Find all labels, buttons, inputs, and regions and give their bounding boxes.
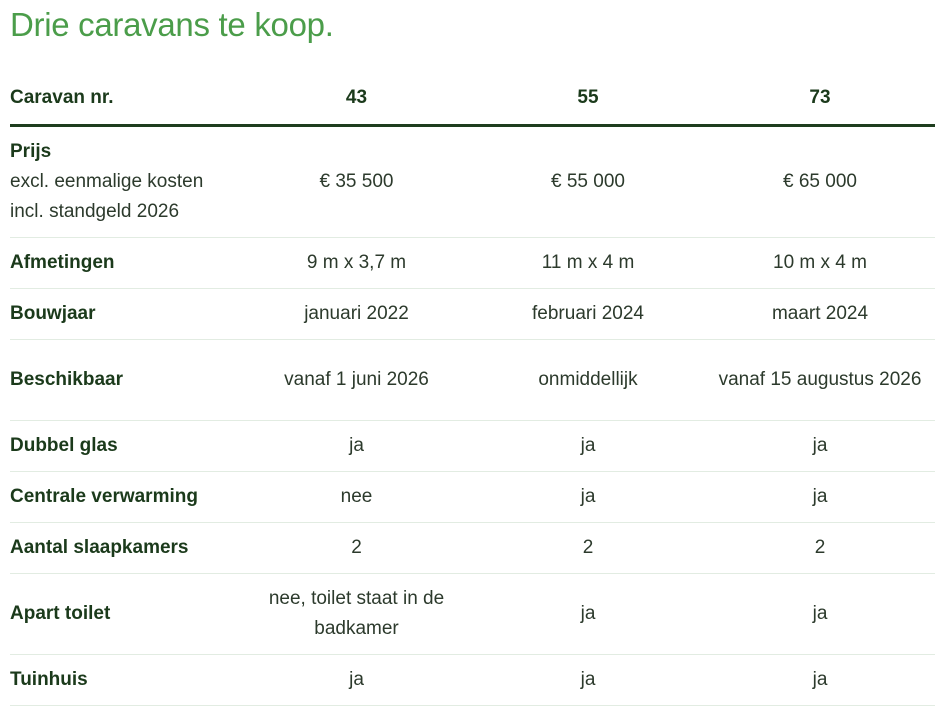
row-label-dubbel-glas: Dubbel glas (10, 421, 242, 472)
table-cell: januari 2022 (242, 289, 471, 340)
header-caravan-73: 73 (705, 72, 935, 126)
row-label-apart-toilet: Apart toilet (10, 574, 242, 655)
table-cell: 11 m x 4 m (471, 238, 705, 289)
table-cell: ja (242, 655, 471, 706)
table-cell: ja (471, 655, 705, 706)
table-cell: ja (705, 655, 935, 706)
table-row-apart-toilet (10, 574, 935, 655)
caravan-comparison-table (10, 72, 935, 706)
table-row-centrale-verwarming (10, 472, 935, 523)
table-cell: ja (242, 421, 471, 472)
table-cell: vanaf 15 augustus 2026 (705, 340, 935, 421)
table-row-aantal-slaapkamers (10, 523, 935, 574)
prijs-sublabel-excl: excl. eenmalige kosten (10, 171, 204, 192)
table-cell: 2 (242, 523, 471, 574)
table-cell: ja (705, 472, 935, 523)
table-cell: € 55 000 (471, 126, 705, 238)
table-cell: maart 2024 (705, 289, 935, 340)
table-row-dubbel-glas (10, 421, 935, 472)
table-cell: 2 (705, 523, 935, 574)
table-header-row (10, 72, 935, 126)
header-label: Caravan nr. (10, 72, 242, 126)
table-cell: ja (471, 421, 705, 472)
row-label-afmetingen: Afmetingen (10, 238, 242, 289)
table-row-beschikbaar (10, 340, 935, 421)
table-cell: 10 m x 4 m (705, 238, 935, 289)
table-cell: € 35 500 (242, 126, 471, 238)
table-cell: € 65 000 (705, 126, 935, 238)
table-cell: ja (471, 574, 705, 655)
header-caravan-55: 55 (471, 72, 705, 126)
row-label-text: Prijs (10, 141, 52, 162)
table-cell: ja (705, 574, 935, 655)
table-row-prijs (10, 126, 935, 238)
table-cell: 9 m x 3,7 m (242, 238, 471, 289)
table-cell: nee, toilet staat in de badkamer (242, 574, 471, 655)
table-row-bouwjaar (10, 289, 935, 340)
table-cell: ja (471, 472, 705, 523)
row-label-prijs (10, 126, 242, 238)
row-label-beschikbaar: Beschikbaar (10, 340, 242, 421)
row-label-centrale-verwarming: Centrale verwarming (10, 472, 242, 523)
page-title: Drie caravans te koop. (10, 6, 334, 43)
prijs-sublabel-incl: incl. standgeld 2026 (10, 201, 180, 222)
table-cell: nee (242, 472, 471, 523)
row-label-aantal-slaapkamers: Aantal slaapkamers (10, 523, 242, 574)
table-row-tuinhuis (10, 655, 935, 706)
table-cell: ja (705, 421, 935, 472)
row-label-tuinhuis: Tuinhuis (10, 655, 242, 706)
table-cell: 2 (471, 523, 705, 574)
header-caravan-43: 43 (242, 72, 471, 126)
table-cell: vanaf 1 juni 2026 (242, 340, 471, 421)
table-cell: onmiddellijk (471, 340, 705, 421)
table-row-afmetingen (10, 238, 935, 289)
table-cell: februari 2024 (471, 289, 705, 340)
row-label-bouwjaar: Bouwjaar (10, 289, 242, 340)
